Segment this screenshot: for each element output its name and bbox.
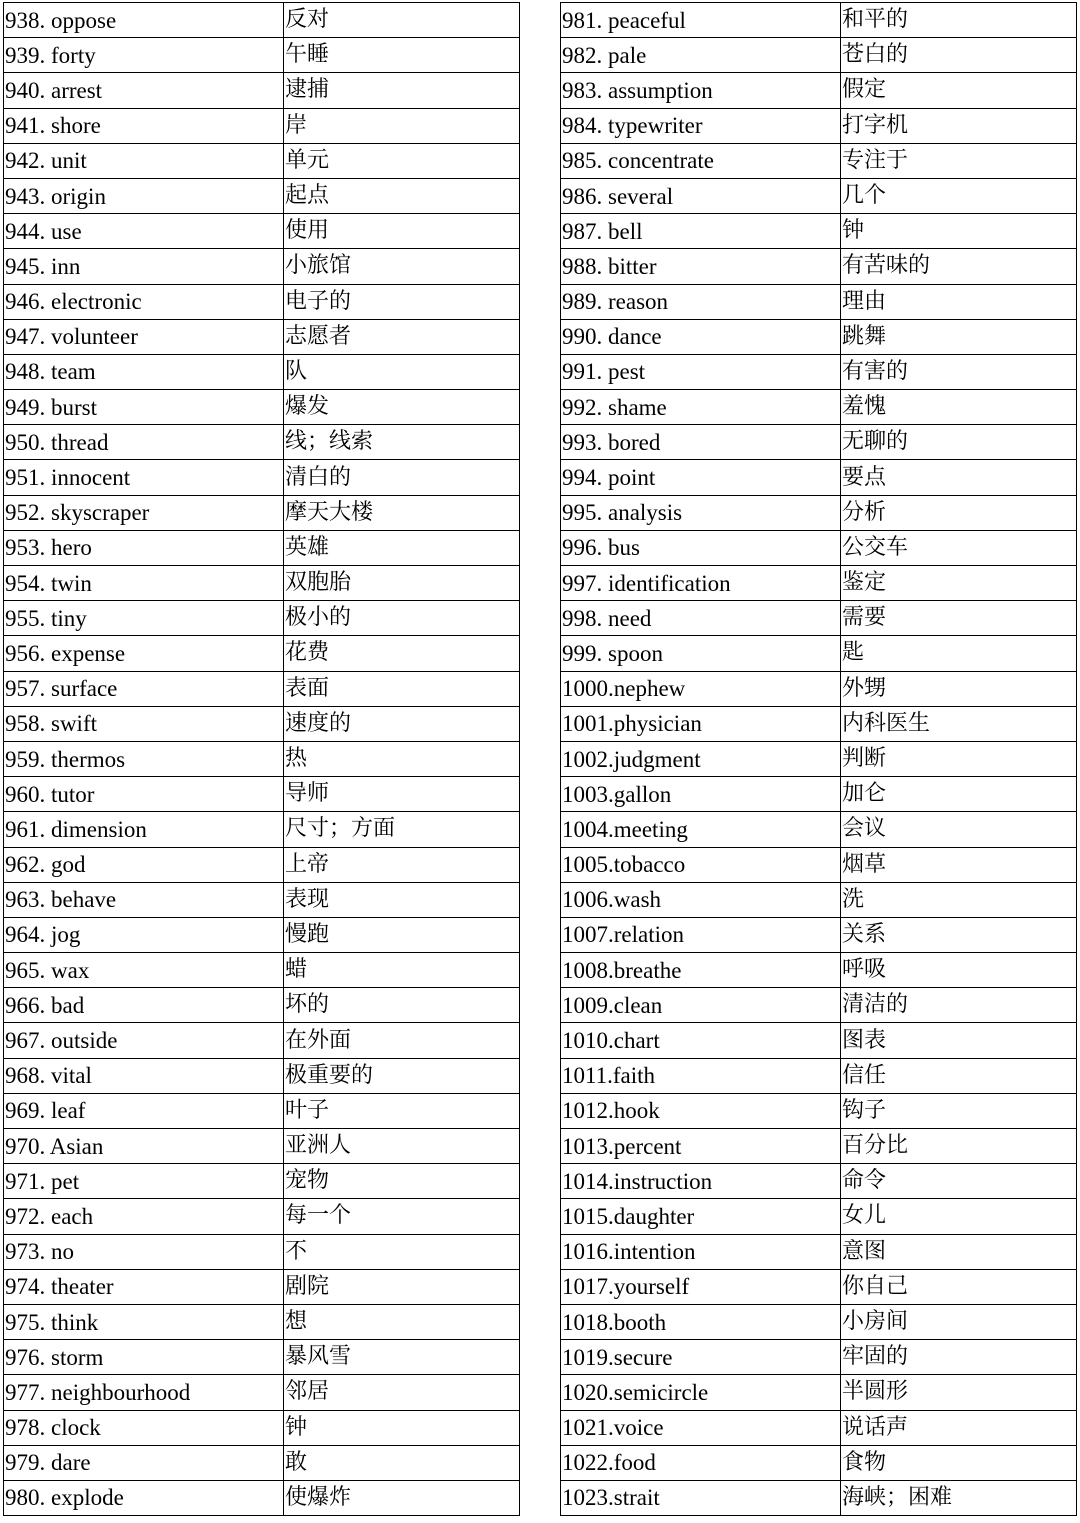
vocab-meaning: 清白的	[284, 460, 520, 495]
vocab-meaning: 队	[284, 354, 520, 389]
vocab-meaning: 图表	[841, 1023, 1077, 1058]
vocab-meaning: 慢跑	[284, 917, 520, 952]
vocab-word: 991. pest	[561, 354, 841, 389]
vocab-row	[561, 1375, 1077, 1410]
vocab-word: 943. origin	[4, 178, 284, 213]
vocab-row	[561, 566, 1077, 601]
vocab-row	[561, 1199, 1077, 1234]
vocab-word: 946. electronic	[4, 284, 284, 319]
vocab-row	[561, 530, 1077, 565]
vocab-row	[4, 917, 520, 952]
vocab-word: 1014.instruction	[561, 1164, 841, 1199]
vocab-word: 978. clock	[4, 1410, 284, 1445]
vocab-table-right	[560, 2, 1077, 1516]
vocab-row	[561, 1164, 1077, 1199]
vocab-meaning: 热	[284, 741, 520, 776]
vocab-word: 941. shore	[4, 108, 284, 143]
vocab-row	[561, 214, 1077, 249]
vocab-row	[4, 178, 520, 213]
vocab-row	[4, 143, 520, 178]
vocab-word: 969. leaf	[4, 1093, 284, 1128]
vocab-row	[561, 1058, 1077, 1093]
vocab-meaning: 和平的	[841, 3, 1077, 38]
vocab-meaning: 暴风雪	[284, 1340, 520, 1375]
vocab-word: 989. reason	[561, 284, 841, 319]
vocab-row	[4, 741, 520, 776]
vocab-meaning: 线；线索	[284, 425, 520, 460]
vocab-word: 952. skyscraper	[4, 495, 284, 530]
vocab-word: 955. tiny	[4, 601, 284, 636]
vocab-meaning: 专注于	[841, 143, 1077, 178]
vocab-word: 984. typewriter	[561, 108, 841, 143]
vocab-meaning: 跳舞	[841, 319, 1077, 354]
vocab-row	[4, 460, 520, 495]
vocab-word: 1019.secure	[561, 1340, 841, 1375]
vocab-meaning: 内科医生	[841, 706, 1077, 741]
vocab-row	[4, 1058, 520, 1093]
vocab-meaning: 鉴定	[841, 566, 1077, 601]
vocab-word: 944. use	[4, 214, 284, 249]
vocab-word: 1011.faith	[561, 1058, 841, 1093]
vocab-meaning: 使用	[284, 214, 520, 249]
vocab-word: 953. hero	[4, 530, 284, 565]
vocab-meaning: 宠物	[284, 1164, 520, 1199]
vocab-meaning: 极小的	[284, 601, 520, 636]
vocab-meaning: 钟	[284, 1410, 520, 1445]
vocab-table-left	[3, 2, 520, 1516]
vocab-word: 948. team	[4, 354, 284, 389]
vocab-row	[561, 1269, 1077, 1304]
vocab-row	[561, 460, 1077, 495]
vocab-word: 1007.relation	[561, 917, 841, 952]
vocab-row	[561, 143, 1077, 178]
vocab-row	[4, 214, 520, 249]
vocab-word: 973. no	[4, 1234, 284, 1269]
vocab-word: 1006.wash	[561, 882, 841, 917]
vocab-row	[561, 741, 1077, 776]
vocab-meaning: 信任	[841, 1058, 1077, 1093]
vocab-row	[4, 1375, 520, 1410]
vocab-meaning: 分析	[841, 495, 1077, 530]
vocab-word: 961. dimension	[4, 812, 284, 847]
vocab-meaning: 呼吸	[841, 953, 1077, 988]
vocab-word: 975. think	[4, 1304, 284, 1339]
vocab-meaning: 关系	[841, 917, 1077, 952]
vocab-row	[4, 390, 520, 425]
vocab-table-right-body	[561, 3, 1077, 1516]
vocab-meaning: 剧院	[284, 1269, 520, 1304]
vocab-word: 995. analysis	[561, 495, 841, 530]
vocab-row	[561, 1445, 1077, 1480]
vocab-word: 962. god	[4, 847, 284, 882]
vocab-word: 968. vital	[4, 1058, 284, 1093]
vocab-word: 1016.intention	[561, 1234, 841, 1269]
vocab-meaning: 判断	[841, 741, 1077, 776]
vocab-meaning: 爆发	[284, 390, 520, 425]
vocab-meaning: 午睡	[284, 38, 520, 73]
vocab-meaning: 志愿者	[284, 319, 520, 354]
vocab-meaning: 坏的	[284, 988, 520, 1023]
vocab-row	[561, 249, 1077, 284]
vocab-meaning: 花费	[284, 636, 520, 671]
vocab-word: 947. volunteer	[4, 319, 284, 354]
vocab-meaning: 要点	[841, 460, 1077, 495]
vocab-word: 971. pet	[4, 1164, 284, 1199]
vocab-row	[4, 1129, 520, 1164]
vocab-row	[4, 1164, 520, 1199]
vocab-meaning: 表现	[284, 882, 520, 917]
vocab-meaning: 烟草	[841, 847, 1077, 882]
vocab-meaning: 英雄	[284, 530, 520, 565]
vocab-row	[4, 988, 520, 1023]
vocab-row	[4, 812, 520, 847]
vocab-word: 942. unit	[4, 143, 284, 178]
vocab-row	[4, 425, 520, 460]
vocab-meaning: 电子的	[284, 284, 520, 319]
vocab-row	[4, 530, 520, 565]
vocab-row	[561, 1410, 1077, 1445]
vocab-word: 960. tutor	[4, 777, 284, 812]
vocab-row	[4, 601, 520, 636]
vocab-word: 999. spoon	[561, 636, 841, 671]
vocab-row	[4, 1093, 520, 1128]
vocab-meaning: 亚洲人	[284, 1129, 520, 1164]
vocab-row	[561, 601, 1077, 636]
vocab-row	[4, 636, 520, 671]
vocab-row	[4, 3, 520, 38]
vocab-meaning: 假定	[841, 73, 1077, 108]
vocab-word: 1003.gallon	[561, 777, 841, 812]
vocab-meaning: 会议	[841, 812, 1077, 847]
vocab-row	[561, 3, 1077, 38]
vocab-meaning: 洗	[841, 882, 1077, 917]
vocab-word: 950. thread	[4, 425, 284, 460]
vocab-meaning: 反对	[284, 3, 520, 38]
vocab-row	[561, 636, 1077, 671]
vocab-word: 956. expense	[4, 636, 284, 671]
vocab-row	[561, 706, 1077, 741]
vocab-table-left-body	[4, 3, 520, 1516]
vocab-meaning: 海峡；困难	[841, 1480, 1077, 1515]
vocab-word: 1009.clean	[561, 988, 841, 1023]
vocab-row	[561, 1340, 1077, 1375]
vocab-word: 997. identification	[561, 566, 841, 601]
vocab-row	[4, 777, 520, 812]
vocab-word: 990. dance	[561, 319, 841, 354]
vocab-word: 983. assumption	[561, 73, 841, 108]
vocab-meaning: 命令	[841, 1164, 1077, 1199]
vocab-word: 992. shame	[561, 390, 841, 425]
vocab-row	[561, 777, 1077, 812]
vocab-meaning: 说话声	[841, 1410, 1077, 1445]
vocab-row	[4, 284, 520, 319]
vocab-meaning: 邻居	[284, 1375, 520, 1410]
vocab-row	[561, 1129, 1077, 1164]
vocab-word: 1021.voice	[561, 1410, 841, 1445]
vocab-row	[4, 249, 520, 284]
vocab-word: 959. thermos	[4, 741, 284, 776]
vocab-row	[561, 425, 1077, 460]
vocab-meaning: 无聊的	[841, 425, 1077, 460]
vocab-meaning: 逮捕	[284, 73, 520, 108]
vocab-row	[4, 882, 520, 917]
vocab-meaning: 表面	[284, 671, 520, 706]
vocab-meaning: 外甥	[841, 671, 1077, 706]
vocab-word: 994. point	[561, 460, 841, 495]
vocab-word: 1017.yourself	[561, 1269, 841, 1304]
vocab-word: 951. innocent	[4, 460, 284, 495]
vocab-meaning: 意图	[841, 1234, 1077, 1269]
vocab-word: 1018.booth	[561, 1304, 841, 1339]
vocab-word: 940. arrest	[4, 73, 284, 108]
vocab-row	[561, 917, 1077, 952]
vocab-meaning: 不	[284, 1234, 520, 1269]
vocab-meaning: 单元	[284, 143, 520, 178]
vocab-meaning: 你自己	[841, 1269, 1077, 1304]
vocab-word: 979. dare	[4, 1445, 284, 1480]
vocab-meaning: 敢	[284, 1445, 520, 1480]
vocab-row	[561, 284, 1077, 319]
vocab-row	[561, 1480, 1077, 1515]
vocab-row	[4, 319, 520, 354]
vocab-word: 988. bitter	[561, 249, 841, 284]
vocab-row	[561, 1023, 1077, 1058]
vocab-row	[4, 495, 520, 530]
vocab-row	[561, 812, 1077, 847]
vocab-row	[4, 953, 520, 988]
vocab-word: 1023.strait	[561, 1480, 841, 1515]
vocab-word: 949. burst	[4, 390, 284, 425]
vocab-meaning: 有害的	[841, 354, 1077, 389]
vocab-row	[561, 38, 1077, 73]
vocab-word: 986. several	[561, 178, 841, 213]
vocab-meaning: 尺寸；方面	[284, 812, 520, 847]
vocab-word: 957. surface	[4, 671, 284, 706]
vocab-word: 1012.hook	[561, 1093, 841, 1128]
vocab-meaning: 有苦味的	[841, 249, 1077, 284]
vocab-meaning: 在外面	[284, 1023, 520, 1058]
vocab-row	[4, 1199, 520, 1234]
vocab-word: 976. storm	[4, 1340, 284, 1375]
vocab-row	[561, 354, 1077, 389]
vocab-word: 1013.percent	[561, 1129, 841, 1164]
vocab-word: 987. bell	[561, 214, 841, 249]
vocab-meaning: 羞愧	[841, 390, 1077, 425]
vocab-meaning: 起点	[284, 178, 520, 213]
vocab-row	[561, 988, 1077, 1023]
vocab-row	[561, 1093, 1077, 1128]
vocab-meaning: 百分比	[841, 1129, 1077, 1164]
vocab-meaning: 食物	[841, 1445, 1077, 1480]
vocab-word: 985. concentrate	[561, 143, 841, 178]
vocab-meaning: 导师	[284, 777, 520, 812]
vocab-meaning: 摩天大楼	[284, 495, 520, 530]
vocab-word: 958. swift	[4, 706, 284, 741]
vocab-meaning: 小旅馆	[284, 249, 520, 284]
vocab-meaning: 匙	[841, 636, 1077, 671]
vocab-row	[561, 953, 1077, 988]
vocab-word: 981. peaceful	[561, 3, 841, 38]
vocab-word: 963. behave	[4, 882, 284, 917]
vocab-row	[561, 1304, 1077, 1339]
vocab-meaning: 需要	[841, 601, 1077, 636]
vocab-row	[561, 390, 1077, 425]
vocab-word: 954. twin	[4, 566, 284, 601]
vocab-row	[4, 38, 520, 73]
vocab-row	[561, 882, 1077, 917]
vocab-word: 972. each	[4, 1199, 284, 1234]
vocab-word: 982. pale	[561, 38, 841, 73]
vocab-meaning: 理由	[841, 284, 1077, 319]
vocab-word: 1005.tobacco	[561, 847, 841, 882]
vocab-meaning: 清洁的	[841, 988, 1077, 1023]
vocab-row	[4, 73, 520, 108]
vocab-word: 1010.chart	[561, 1023, 841, 1058]
vocab-meaning: 加仑	[841, 777, 1077, 812]
vocab-row	[4, 706, 520, 741]
vocab-meaning: 蜡	[284, 953, 520, 988]
vocab-word: 1004.meeting	[561, 812, 841, 847]
vocab-meaning: 女儿	[841, 1199, 1077, 1234]
vocab-meaning: 钟	[841, 214, 1077, 249]
vocab-word: 1000.nephew	[561, 671, 841, 706]
vocab-word: 938. oppose	[4, 3, 284, 38]
vocab-word: 970. Asian	[4, 1129, 284, 1164]
vocab-meaning: 公交车	[841, 530, 1077, 565]
vocab-row	[4, 1234, 520, 1269]
vocab-word: 993. bored	[561, 425, 841, 460]
vocab-row	[4, 1304, 520, 1339]
vocab-row	[4, 1340, 520, 1375]
vocab-word: 967. outside	[4, 1023, 284, 1058]
vocab-meaning: 上帝	[284, 847, 520, 882]
vocab-word: 998. need	[561, 601, 841, 636]
vocab-meaning: 双胞胎	[284, 566, 520, 601]
vocab-meaning: 半圆形	[841, 1375, 1077, 1410]
vocab-word: 1020.semicircle	[561, 1375, 841, 1410]
vocab-word: 939. forty	[4, 38, 284, 73]
vocab-row	[561, 108, 1077, 143]
vocab-word: 966. bad	[4, 988, 284, 1023]
vocab-word: 977. neighbourhood	[4, 1375, 284, 1410]
vocab-row	[561, 178, 1077, 213]
vocab-row	[4, 1410, 520, 1445]
vocab-word: 974. theater	[4, 1269, 284, 1304]
vocab-word: 945. inn	[4, 249, 284, 284]
vocab-row	[4, 566, 520, 601]
vocab-meaning: 叶子	[284, 1093, 520, 1128]
vocab-word: 996. bus	[561, 530, 841, 565]
vocab-meaning: 钩子	[841, 1093, 1077, 1128]
vocab-meaning: 每一个	[284, 1199, 520, 1234]
vocab-row	[561, 1234, 1077, 1269]
vocab-row	[4, 1269, 520, 1304]
vocab-row	[561, 847, 1077, 882]
vocab-meaning: 苍白的	[841, 38, 1077, 73]
vocab-row	[4, 1445, 520, 1480]
vocab-meaning: 打字机	[841, 108, 1077, 143]
vocab-row	[561, 73, 1077, 108]
vocab-meaning: 岸	[284, 108, 520, 143]
vocab-meaning: 牢固的	[841, 1340, 1077, 1375]
vocab-word: 1022.food	[561, 1445, 841, 1480]
vocab-row	[561, 495, 1077, 530]
vocab-row	[4, 354, 520, 389]
vocab-meaning: 小房间	[841, 1304, 1077, 1339]
vocab-word: 1002.judgment	[561, 741, 841, 776]
vocab-row	[4, 108, 520, 143]
vocab-word: 964. jog	[4, 917, 284, 952]
vocab-row	[4, 847, 520, 882]
vocab-row	[561, 671, 1077, 706]
vocab-word: 1008.breathe	[561, 953, 841, 988]
vocab-meaning: 速度的	[284, 706, 520, 741]
vocab-word: 1015.daughter	[561, 1199, 841, 1234]
vocab-meaning: 使爆炸	[284, 1480, 520, 1515]
vocab-meaning: 想	[284, 1304, 520, 1339]
vocab-row	[4, 671, 520, 706]
vocab-meaning: 极重要的	[284, 1058, 520, 1093]
vocab-word: 965. wax	[4, 953, 284, 988]
vocab-meaning: 几个	[841, 178, 1077, 213]
vocab-row	[4, 1023, 520, 1058]
vocab-row	[561, 319, 1077, 354]
vocab-word: 980. explode	[4, 1480, 284, 1515]
vocab-row	[4, 1480, 520, 1515]
vocab-word: 1001.physician	[561, 706, 841, 741]
